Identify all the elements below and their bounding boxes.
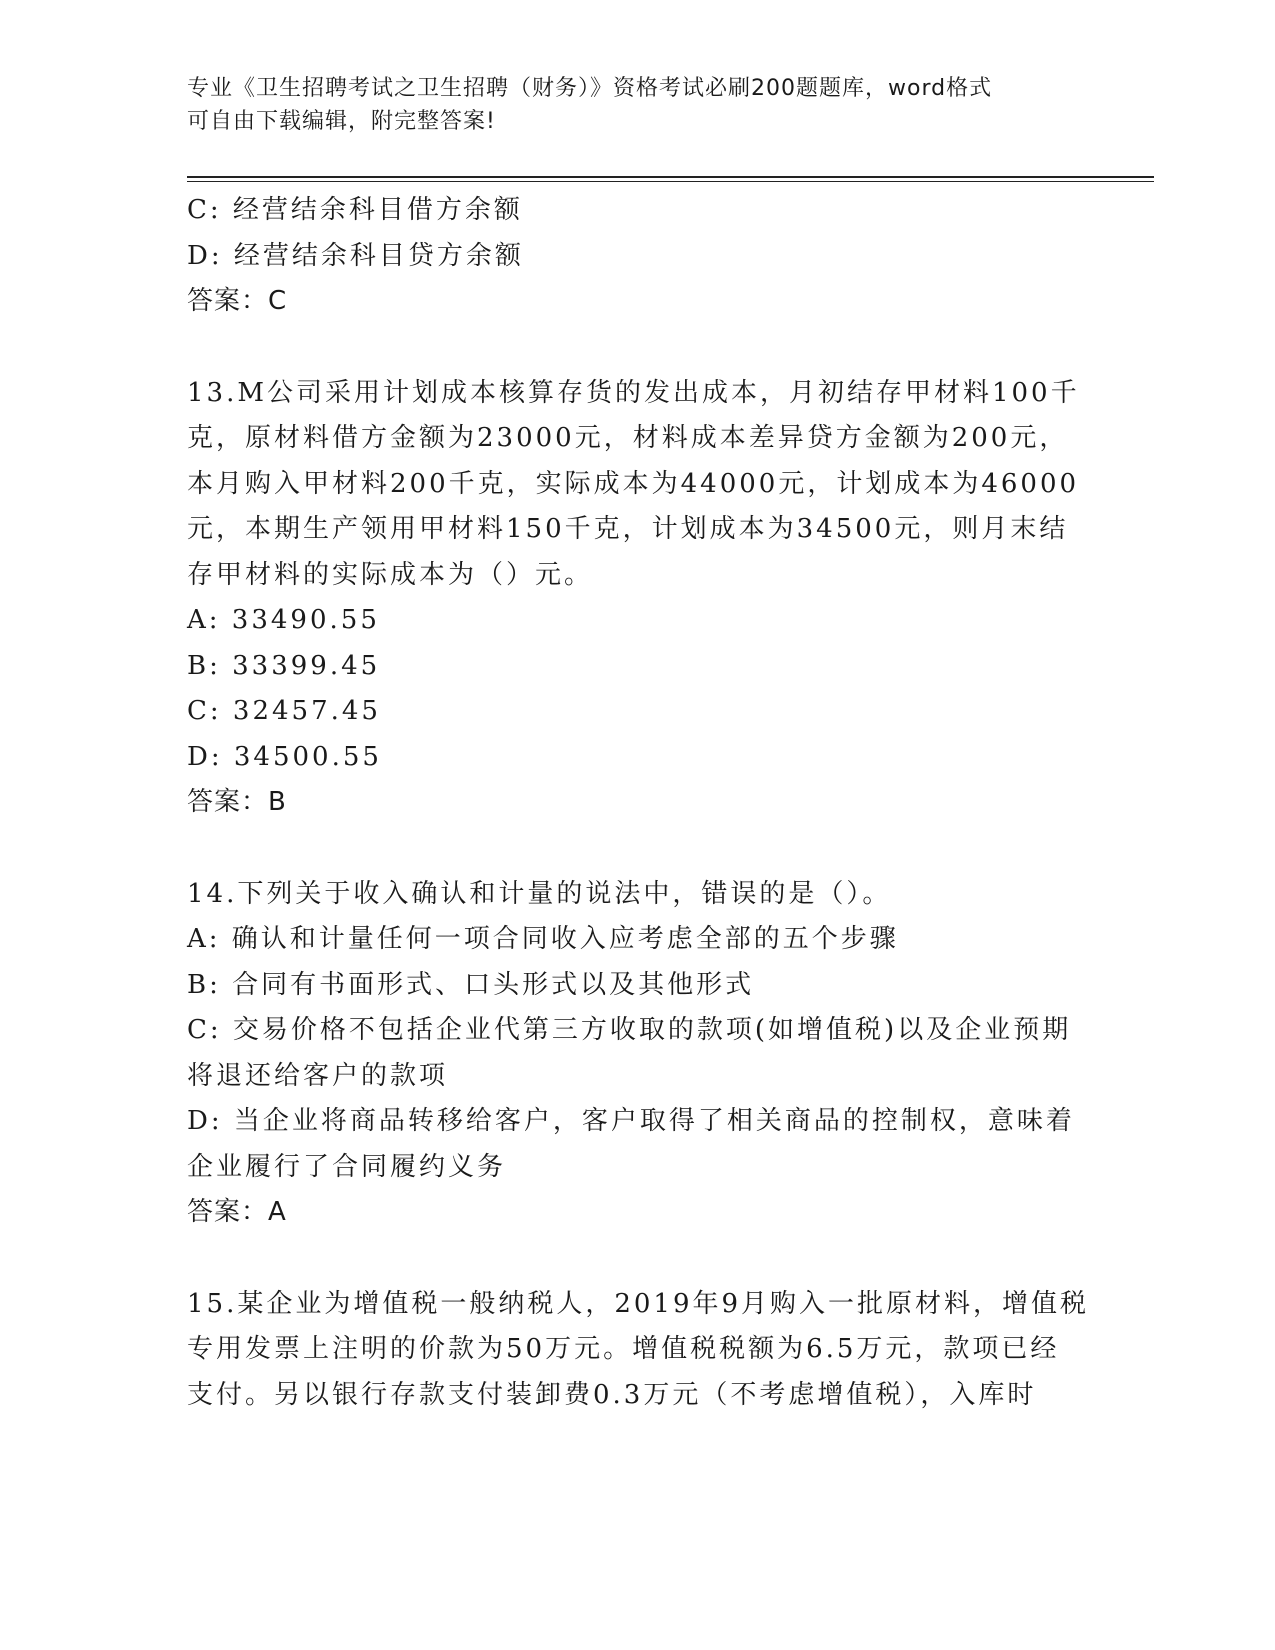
option-d-line: D: 当企业将商品转移给客户，客户取得了相关商品的控制权，意味着 [187, 1106, 1075, 1136]
question-15 [187, 1282, 1090, 1419]
question-stem-line: 本月购入甲材料200千克，实际成本为44000元，计划成本为46000 [187, 468, 1080, 499]
option-b: B: 33399.45 [187, 650, 381, 681]
option-c: C: 经营结余科目借方余额 [187, 195, 523, 225]
answer-label: 答案：B [187, 787, 287, 817]
header-line-1: 专业《卫生招聘考试之卫生招聘（财务）》资格考试必刷200题题库，word格式 [187, 76, 993, 101]
spacer [187, 826, 1087, 872]
option-d-line: 企业履行了合同履约义务 [187, 1151, 507, 1182]
question-stem-line: 存甲材料的实际成本为（）元。 [187, 559, 594, 590]
option-d: D: 经营结余科目贷方余额 [187, 240, 524, 271]
question-12-tail [187, 188, 1087, 325]
option-d: D: 34500.55 [187, 741, 382, 772]
question-stem: 14.下列关于收入确认和计量的说法中，错误的是（）。 [187, 878, 892, 909]
question-content [187, 188, 1090, 1418]
option-b: B: 合同有书面形式、口头形式以及其他形式 [187, 969, 755, 1000]
answer-label: 答案：C [187, 286, 288, 316]
header-line-2: 可自由下载编辑，附完整答案! [187, 109, 496, 134]
question-14 [187, 872, 1087, 1236]
option-c-line: C: 交易价格不包括企业代第三方收取的款项(如增值税)以及企业预期 [187, 1015, 1072, 1045]
header-divider-thick [187, 176, 1154, 178]
option-c: C: 32457.45 [187, 696, 381, 726]
question-stem-line: 专用发票上注明的价款为50万元。增值税税额为6.5万元，款项已经 [187, 1334, 1060, 1364]
header-divider-thin [187, 181, 1154, 182]
option-a: A: 确认和计量任何一项合同收入应考虑全部的五个步骤 [187, 924, 899, 954]
question-stem-line: 克，原材料借方金额为23000元，材料成本差异贷方金额为200元， [187, 423, 1069, 453]
page-header [187, 72, 1087, 138]
answer-label: 答案：A [187, 1197, 287, 1227]
question-13 [187, 371, 1087, 826]
spacer [187, 1236, 1087, 1282]
option-a: A: 33490.55 [187, 605, 380, 635]
question-stem-line: 元，本期生产领用甲材料150千克，计划成本为34500元，则月末结 [187, 514, 1069, 544]
question-stem-line: 13.M公司采用计划成本核算存货的发出成本，月初结存甲材料100千 [187, 377, 1080, 408]
spacer [187, 325, 1087, 371]
question-stem-line: 15.某企业为增值税一般纳税人，2019年9月购入一批原材料，增值税 [187, 1288, 1090, 1319]
option-c-line: 将退还给客户的款项 [187, 1060, 449, 1091]
question-stem-line: 支付。另以银行存款支付装卸费0.3万元（不考虑增值税），入库时 [187, 1379, 1037, 1410]
